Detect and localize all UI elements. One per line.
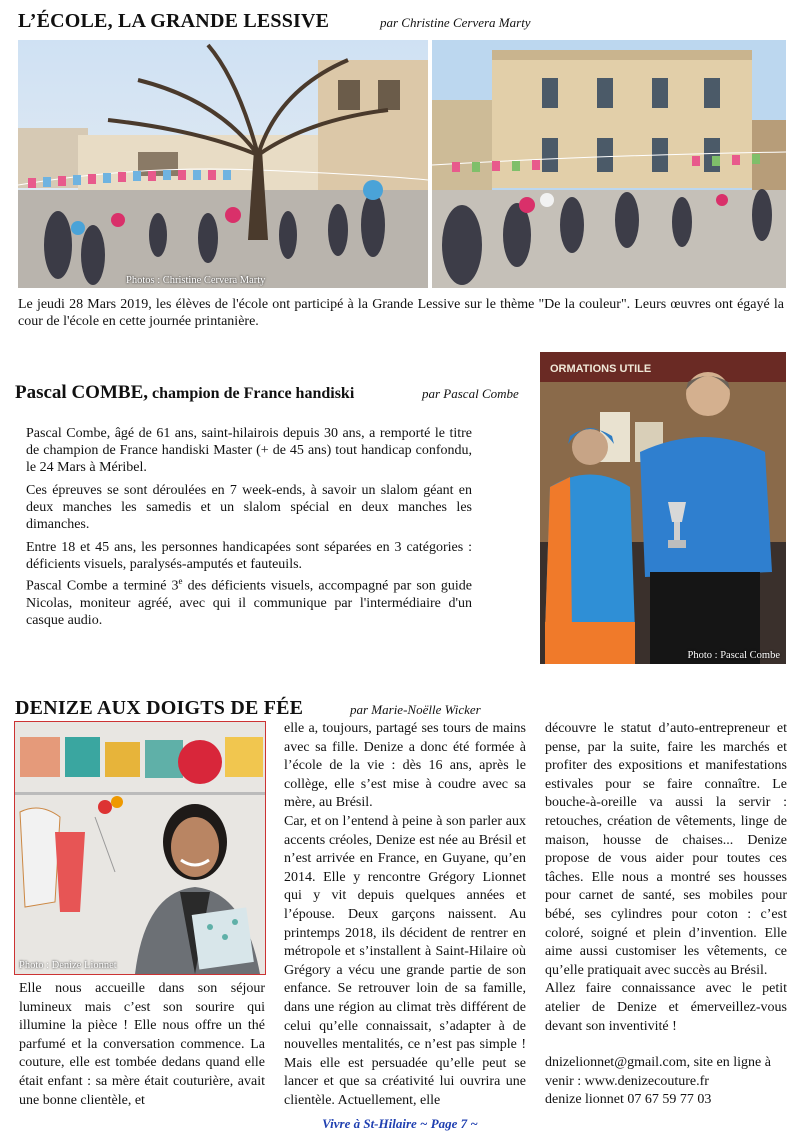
- schoolyard-photo-left: [18, 40, 428, 288]
- schoolyard-photo-right: [432, 40, 786, 288]
- article1-title: L’ÉCOLE, LA GRANDE LESSIVE: [18, 10, 330, 32]
- article3-byline: par Marie-Noëlle Wicker: [350, 702, 481, 717]
- article3-col2-paragraph: elle a, toujours, partagé ses tours de mains avec sa fille. Denize a donc été formée à l’école de la vie : dès 16 ans, après le collège, elle s’est mise à coudre avec sa mère, au Brésil.: [284, 721, 526, 811]
- article2-paragraph: [26, 573, 472, 629]
- article3-column-3: [545, 720, 787, 1110]
- page-footer: Vivre à St-Hilaire ~ Page 7 ~: [322, 1116, 478, 1131]
- article3-column-1: [19, 980, 265, 1110]
- article2-title-rest: champion de France handiski: [148, 385, 355, 402]
- article1-body: Le jeudi 28 Mars 2019, les élèves de l'école ont participé à la Grande Lessive sur le thème "De la couleur". Leurs œuvres ont égayé la cour de l'école en cette journée printanière.: [18, 297, 784, 329]
- article2-p4-text-end: des déficients visuels, accompagné par son guide Nicolas, moniteur agréé, avec qui il communique par l'intermédiaire d'un casque audio.: [26, 578, 472, 628]
- article3-col2-paragraph: Car, et on l’entend à peine à son parler aux accents créoles, Denize est née au Brésil et n’est arrivée en France, en Guyane, qu’en 2014. Elle y rencontre Grégory Lionnet qui y vit depuis quelques années et l’épouse. Deux garçons naissent. Au printemps 2018, ils décident de rentrer en métropole et s’installent à Saint-Hilaire où Grégory a vécu une grande partie de son enfance. Se retrouver loin de sa famille, dans une région au climat très différent de celui qu’elle connaissait, s’adapter à de nouvelles mentalités, ce n’est pas simple ! Mais elle est persuadée qu’elle peut se lancer et que sa créativité lui ouvrira une clientèle. Actuellement, elle: [284, 813, 526, 1108]
- article2-paragraph: Pascal Combe, âgé de 61 ans, saint-hilairois depuis 30 ans, a remporté le titre de champion de France handiski Master (+ de 45 ans) tout handicap confondu, le 24 Mars à Méribel.: [26, 426, 472, 475]
- article3-contact-phone: denize lionnet 07 67 59 77 03: [545, 1092, 712, 1108]
- article1-byline: par Christine Cervera Marty: [380, 15, 531, 30]
- article3-photo-caption: Photo : Denize Lionnet: [19, 960, 117, 971]
- article3-col1-text: Elle nous accueille dans son séjour lumineux mais c’est son sourire qui illumine la pièce ! Elle nous offre un thé parfumé et la conversation commence. La couture, elle est tombée dedans quand elle était enfant : sa mère était couturière, avait une bonne clientèle, et: [19, 981, 265, 1108]
- denize-photo: [15, 722, 265, 974]
- article2-p4-text: Pascal Combe a terminé 3: [26, 578, 179, 594]
- article2-byline: par Pascal Combe: [422, 386, 519, 401]
- article3-column-2: [284, 720, 526, 1110]
- article2-paragraph: Entre 18 et 45 ans, les personnes handicapées sont séparées en 3 catégories : déficients visuels, paralysés-amputés et fauteuils.: [26, 540, 472, 572]
- article3-contact-web[interactable]: dnizelionnet@gmail.com, site en ligne à venir : www.denizecouture.fr: [545, 1055, 771, 1089]
- article2-photo-caption: Photo : Pascal Combe: [687, 650, 780, 661]
- article2-paragraph: Ces épreuves se sont déroulées en 7 week-ends, à savoir un slalom géant en deux manches les samedis et un slalom spécial en deux manches les dimanches.: [26, 483, 472, 532]
- article1-photo-caption: Photos : Christine Cervera Marty: [126, 275, 266, 286]
- photo-sign-text: ORMATIONS UTILE: [550, 363, 652, 375]
- article2-body: [26, 425, 472, 633]
- article3-col3-paragraph: découvre le statut d’auto-entrepreneur et pense, par la suite, faire les marchés et profiter des expositions et manifestations estivales pour se faire connaître. Le bouche-à-oreille va aussi la servir : retouches, création de vêtements, linge de maison, housse de chaises... Denize propose de vous aider pour toutes ces tâches. Elle nous a montré ses housses pour carnet de santé, ses mobiles pour bébé, ses cylindres pour coton : c’est coloré, soigné et plein d’invention. Elle aime aussi customiser les vêtements, ce qu’elle pratiquait avec succès au Brésil.: [545, 721, 787, 978]
- article2-p4-sup: e: [178, 576, 183, 586]
- article2-title-name: Pascal COMBE,: [15, 382, 148, 403]
- pascal-combe-photo: [540, 352, 786, 664]
- article2-title: [15, 382, 354, 404]
- article3-title: DENIZE AUX DOIGTS DE FÉE: [15, 697, 304, 719]
- article3-col3-paragraph: Allez faire connaissance avec le petit atelier de Denize et émerveillez-vous devant son inventivité !: [545, 981, 787, 1034]
